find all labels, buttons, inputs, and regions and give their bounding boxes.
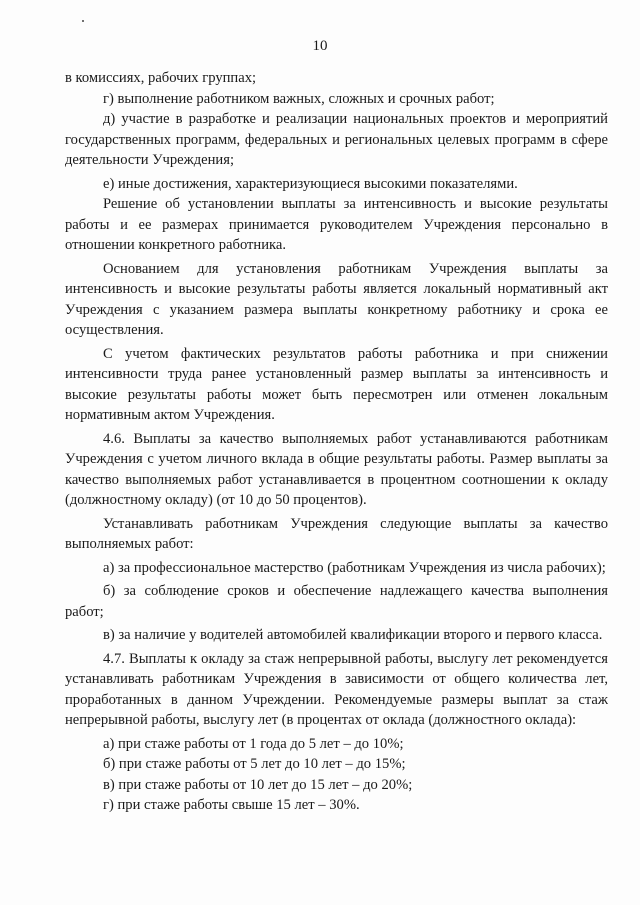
scan-speck <box>82 20 84 22</box>
paragraph-quality-payments: Устанавливать работникам Учреждения следующие выплаты за качество выполняемых работ: <box>65 515 608 552</box>
paragraph-basis: Основанием для установления работникам Учреждения выплаты за интенсивность и высокие результаты работы является локальный нормативный акт Учреждения с указанием размера выплаты конкретному работнику и срока ее осуществления. <box>65 260 608 338</box>
paragraph-decision: Решение об установлении выплаты за интенсивность и высокие результаты работы и ее размерах принимается руководителем Учреждения персонально в отношении конкретного работника. <box>65 196 608 253</box>
page-number: 10 <box>312 38 328 54</box>
paragraph-seniority-g: г) при стаже работы свыше 15 лет – 30%. <box>103 797 360 813</box>
paragraph-item-d: д) участие в разработке и реализации национальных проектов и мероприятий государственных программ, федеральных и региональных целевых программ в сфере деятельности Учреждения; <box>65 111 608 168</box>
paragraph-revision: С учетом фактических результатов работы работника и при снижении интенсивности труда ранее установленный размер выплаты за интенсивность и высокие результаты работы может быть пересмотрен или отменен локальным нормативным актом Учреждения. <box>65 345 608 423</box>
paragraph-quality-b: б) за соблюдение сроков и обеспечение надлежащего качества выполнения работ; <box>65 583 608 620</box>
paragraph-seniority-a: а) при стаже работы от 1 года до 5 лет – до 10%; <box>103 735 404 752</box>
paragraph-seniority-b: б) при стаже работы от 5 лет до 10 лет – до 15%; <box>103 756 406 772</box>
paragraph-quality-a: а) за профессиональное мастерство (работникам Учреждения из числа рабочих); <box>103 559 606 576</box>
paragraph-section-4-6: 4.6. Выплаты за качество выполняемых работ устанавливаются работникам Учреждения с учетом личного вклада в общие результаты работы. Размер выплаты за качество выполняемых работ устанавливается в процентном соотношении к окладу (должностному окладу) (от 10 до 50 процентов). <box>65 430 608 508</box>
paragraph-seniority-v: в) при стаже работы от 10 лет до 15 лет – до 20%; <box>103 776 413 793</box>
paragraph-item-g: г) выполнение работником важных, сложных и срочных работ; <box>103 90 495 107</box>
document-body <box>65 68 608 816</box>
paragraph-quality-v: в) за наличие у водителей автомобилей квалификации второго и первого класса. <box>103 627 603 643</box>
paragraph-commissions: в комиссиях, рабочих группах; <box>65 70 257 86</box>
paragraph-item-e: е) иные достижения, характеризующиеся высокими показателями. <box>103 175 518 192</box>
paragraph-section-4-7: 4.7. Выплаты к окладу за стаж непрерывной работы, выслугу лет рекомендуется устанавливать работникам Учреждения в зависимости от общего количества лет, проработанных в данном Учреждении. Рекомендуемые размеры выплат за стаж непрерывной работы, выслугу лет (в процентах от оклада (должностного оклада): <box>65 650 608 728</box>
